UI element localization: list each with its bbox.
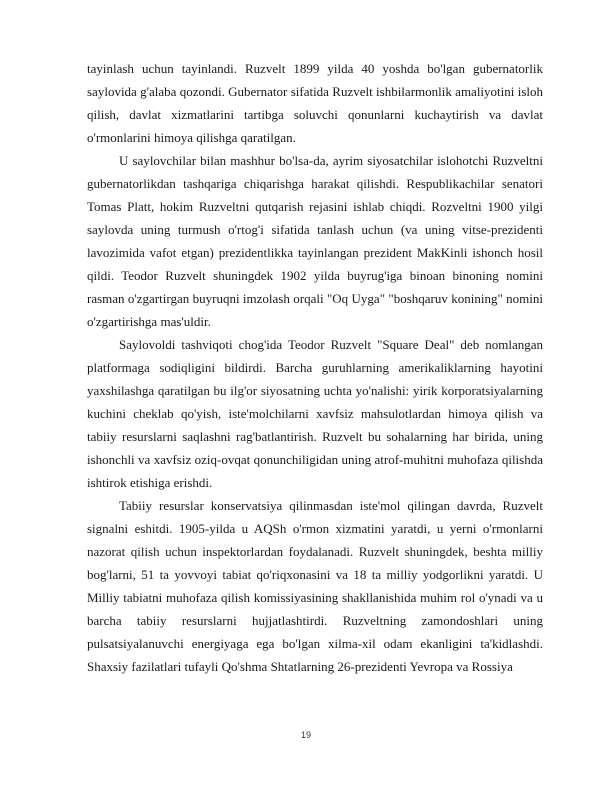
page-number: 19 [300,730,311,740]
paragraph: Saylovoldi tashviqoti chog'ida Teodor Ruzvelt "Square Deal" deb nomlangan platformaga sodiqligini bildirdi. Barcha guruhlarning amerikaliklarning hayotini yaxshilashga qaratilgan bu ilg'or siyosatning uchta yo'nalishi: yirik korporatsiyalarning kuchini cheklab qo'yish, iste'molchilarni xavfsiz mahsulotlardan himoya qilish va tabiiy resurslarni saqlashni rag'batlantirish. Ruzvelt bu sohalarning har birida, uning ishonchli va xavfsiz oziq-ovqat qonunchiligidan uning atrof-muhitni muhofaza qilishda ishtirok etishiga erishdi. [87,337,543,490]
paragraph: Tabiiy resurslar konservatsiya qilinmasdan iste'mol qilingan davrda, Ruzvelt signalni eshitdi. 1905-yilda u AQSh o'rmon xizmatini yaratdi, u yerni o'rmonlarni nazorat qilish uchun inspektorlardan foydalanadi. Ruzvelt shuningdek, beshta milliy bog'larni, 51 ta yovvoyi tabiat qo'riqxonasini va 18 ta milliy yodgorlikni yaratdi. U Milliy tabiatni muhofaza qilish komissiyasining shakllanishida muhim rol o'ynadi va u barcha tabiiy resurslarni hujjatlashtirdi. Ruzveltning zamondoshlari uning pulsatsiyalanuvchi energiyaga ega bo'lgan xilma-xil odam ekanligini ta'kidlashdi. Shaxsiy fazilatlari tufayli Qo'shma Shtatlarning 26-prezidenti Yevropa va Rossiya [87,498,543,674]
body-text [87,57,543,678]
paragraph-continuation: tayinlash uchun tayinlandi. Ruzvelt 1899 yilda 40 yoshda bo'lgan gubernatorlik saylovida g'alaba qozondi. Gubernator sifatida Ruzvelt ishbilarmonlik amaliyotini isloh qilish, davlat xizmatlarini tartibga soluvchi qonunlarni kuchaytirish va davlat o'rmonlarini himoya qilishga qaratilgan. [87,61,543,145]
paragraph: U saylovchilar bilan mashhur bo'lsa-da, ayrim siyosatchilar islohotchi Ruzveltni gubernatorlikdan tashqariga chiqarishga harakat qilishdi. Respublikachilar senatori Tomas Platt, hokim Ruzveltni qutqarish rejasini ishlab chiqdi. Rozveltni 1900 yilgi saylovda uning turmush o'rtog'i sifatida tanlash uchun (va uning vitse-prezidenti lavozimida vafot etgan) prezidentlikka tayinlangan prezident MakKinli ishonch hosil qildi. Teodor Ruzvelt shuningdek 1902 yilda buyrug'iga binoan binoning nomini rasman o'zgartirgan buyruqni imzolash orqali "Oq Uyga" "boshqaruv konining" nomini o'zgartirishga mas'uldir. [87,153,543,329]
